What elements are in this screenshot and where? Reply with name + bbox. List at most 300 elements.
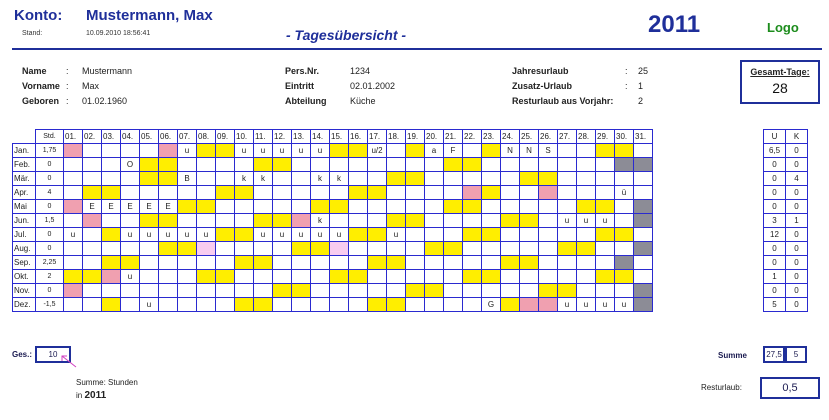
day-cell[interactable] xyxy=(425,158,444,172)
day-cell[interactable] xyxy=(102,158,121,172)
day-cell[interactable]: u xyxy=(387,228,406,242)
day-cell[interactable] xyxy=(425,284,444,298)
day-cell[interactable] xyxy=(64,270,83,284)
day-cell[interactable]: u xyxy=(596,214,615,228)
day-cell[interactable] xyxy=(121,214,140,228)
day-cell[interactable]: u xyxy=(577,298,596,312)
day-cell[interactable] xyxy=(121,284,140,298)
day-cell[interactable] xyxy=(406,242,425,256)
day-cell[interactable] xyxy=(102,144,121,158)
day-cell[interactable] xyxy=(140,256,159,270)
day-cell[interactable] xyxy=(615,214,634,228)
day-cell[interactable] xyxy=(330,242,349,256)
day-cell[interactable] xyxy=(216,284,235,298)
day-cell[interactable] xyxy=(368,158,387,172)
day-cell[interactable] xyxy=(178,200,197,214)
day-cell[interactable] xyxy=(406,186,425,200)
day-cell[interactable] xyxy=(140,242,159,256)
day-cell[interactable]: u xyxy=(140,298,159,312)
day-cell[interactable] xyxy=(482,256,501,270)
day-cell[interactable] xyxy=(406,144,425,158)
day-cell[interactable] xyxy=(349,186,368,200)
day-cell[interactable] xyxy=(178,186,197,200)
day-cell[interactable] xyxy=(520,186,539,200)
day-cell[interactable] xyxy=(539,172,558,186)
day-cell[interactable] xyxy=(83,284,102,298)
day-cell[interactable] xyxy=(520,172,539,186)
day-cell[interactable] xyxy=(178,270,197,284)
day-cell[interactable] xyxy=(501,270,520,284)
day-cell[interactable] xyxy=(406,228,425,242)
day-cell[interactable] xyxy=(577,200,596,214)
day-cell[interactable] xyxy=(178,298,197,312)
day-cell[interactable] xyxy=(558,284,577,298)
day-cell[interactable] xyxy=(140,214,159,228)
day-cell[interactable] xyxy=(482,284,501,298)
day-cell[interactable] xyxy=(292,214,311,228)
day-cell[interactable] xyxy=(83,186,102,200)
day-cell[interactable]: u xyxy=(292,228,311,242)
day-cell[interactable]: u xyxy=(235,144,254,158)
day-cell[interactable] xyxy=(539,186,558,200)
day-cell[interactable] xyxy=(178,256,197,270)
day-cell[interactable] xyxy=(197,172,216,186)
day-cell[interactable] xyxy=(273,298,292,312)
day-cell[interactable] xyxy=(387,214,406,228)
day-cell[interactable] xyxy=(520,158,539,172)
day-cell[interactable] xyxy=(596,270,615,284)
day-cell[interactable] xyxy=(634,270,653,284)
day-cell[interactable] xyxy=(501,242,520,256)
day-cell[interactable]: u xyxy=(558,214,577,228)
day-cell[interactable] xyxy=(634,298,653,312)
day-cell[interactable] xyxy=(463,158,482,172)
day-cell[interactable] xyxy=(406,298,425,312)
day-cell[interactable] xyxy=(577,242,596,256)
day-cell[interactable] xyxy=(539,214,558,228)
day-cell[interactable] xyxy=(368,242,387,256)
day-cell[interactable] xyxy=(254,200,273,214)
day-cell[interactable] xyxy=(197,200,216,214)
day-cell[interactable] xyxy=(539,200,558,214)
day-cell[interactable] xyxy=(634,242,653,256)
day-cell[interactable] xyxy=(558,186,577,200)
day-cell[interactable] xyxy=(349,298,368,312)
day-cell[interactable] xyxy=(102,298,121,312)
day-cell[interactable] xyxy=(425,214,444,228)
day-cell[interactable] xyxy=(64,186,83,200)
day-cell[interactable] xyxy=(463,256,482,270)
day-cell[interactable] xyxy=(558,242,577,256)
day-cell[interactable] xyxy=(159,158,178,172)
day-cell[interactable] xyxy=(539,256,558,270)
day-cell[interactable] xyxy=(349,158,368,172)
day-cell[interactable] xyxy=(387,144,406,158)
day-cell[interactable] xyxy=(273,270,292,284)
day-cell[interactable] xyxy=(539,284,558,298)
day-cell[interactable] xyxy=(463,284,482,298)
day-cell[interactable] xyxy=(235,228,254,242)
day-cell[interactable] xyxy=(425,270,444,284)
day-cell[interactable] xyxy=(444,228,463,242)
day-cell[interactable] xyxy=(558,158,577,172)
day-cell[interactable] xyxy=(311,242,330,256)
day-cell[interactable] xyxy=(501,256,520,270)
day-cell[interactable] xyxy=(539,270,558,284)
day-cell[interactable] xyxy=(102,186,121,200)
day-cell[interactable] xyxy=(102,214,121,228)
day-cell[interactable] xyxy=(558,270,577,284)
day-cell[interactable] xyxy=(273,186,292,200)
day-cell[interactable] xyxy=(463,228,482,242)
day-cell[interactable] xyxy=(83,172,102,186)
day-cell[interactable]: u xyxy=(273,144,292,158)
day-cell[interactable] xyxy=(311,270,330,284)
day-cell[interactable] xyxy=(596,228,615,242)
day-cell[interactable]: G xyxy=(482,298,501,312)
day-cell[interactable]: k xyxy=(235,172,254,186)
day-cell[interactable] xyxy=(406,200,425,214)
day-cell[interactable] xyxy=(254,158,273,172)
day-cell[interactable] xyxy=(330,256,349,270)
day-cell[interactable] xyxy=(330,214,349,228)
day-cell[interactable] xyxy=(368,270,387,284)
day-cell[interactable] xyxy=(292,200,311,214)
day-cell[interactable] xyxy=(102,172,121,186)
day-cell[interactable] xyxy=(311,200,330,214)
day-cell[interactable] xyxy=(425,298,444,312)
day-cell[interactable] xyxy=(102,242,121,256)
day-cell[interactable]: u xyxy=(311,144,330,158)
day-cell[interactable] xyxy=(83,298,102,312)
day-cell[interactable] xyxy=(254,284,273,298)
day-cell[interactable] xyxy=(159,144,178,158)
day-cell[interactable]: u xyxy=(159,228,178,242)
day-cell[interactable] xyxy=(634,284,653,298)
day-cell[interactable] xyxy=(254,256,273,270)
day-cell[interactable] xyxy=(444,200,463,214)
day-cell[interactable] xyxy=(387,270,406,284)
day-cell[interactable] xyxy=(387,158,406,172)
day-cell[interactable]: O xyxy=(121,158,140,172)
day-cell[interactable] xyxy=(368,214,387,228)
day-cell[interactable] xyxy=(577,284,596,298)
day-cell[interactable] xyxy=(349,200,368,214)
day-cell[interactable] xyxy=(501,284,520,298)
day-cell[interactable]: S xyxy=(539,144,558,158)
day-cell[interactable] xyxy=(311,186,330,200)
day-cell[interactable] xyxy=(406,256,425,270)
day-cell[interactable]: u xyxy=(121,270,140,284)
day-cell[interactable] xyxy=(634,228,653,242)
day-cell[interactable] xyxy=(140,144,159,158)
day-cell[interactable] xyxy=(235,298,254,312)
day-cell[interactable] xyxy=(425,186,444,200)
day-cell[interactable]: u xyxy=(178,144,197,158)
day-cell[interactable] xyxy=(406,158,425,172)
day-cell[interactable] xyxy=(482,228,501,242)
day-cell[interactable] xyxy=(121,144,140,158)
day-cell[interactable] xyxy=(349,172,368,186)
day-cell[interactable]: k xyxy=(311,172,330,186)
day-cell[interactable] xyxy=(577,256,596,270)
day-cell[interactable] xyxy=(140,270,159,284)
day-cell[interactable] xyxy=(577,144,596,158)
day-cell[interactable] xyxy=(539,298,558,312)
day-cell[interactable]: u xyxy=(254,144,273,158)
day-cell[interactable] xyxy=(596,144,615,158)
day-cell[interactable] xyxy=(634,158,653,172)
day-cell[interactable] xyxy=(330,186,349,200)
day-cell[interactable] xyxy=(216,270,235,284)
day-cell[interactable] xyxy=(539,242,558,256)
day-cell[interactable] xyxy=(64,284,83,298)
day-cell[interactable] xyxy=(349,242,368,256)
day-cell[interactable] xyxy=(121,242,140,256)
day-cell[interactable] xyxy=(311,158,330,172)
day-cell[interactable] xyxy=(425,256,444,270)
day-cell[interactable] xyxy=(349,270,368,284)
day-cell[interactable] xyxy=(216,186,235,200)
day-cell[interactable] xyxy=(520,214,539,228)
day-cell[interactable]: u xyxy=(311,228,330,242)
day-cell[interactable] xyxy=(330,200,349,214)
day-cell[interactable] xyxy=(558,228,577,242)
day-cell[interactable] xyxy=(311,256,330,270)
day-cell[interactable] xyxy=(463,186,482,200)
day-cell[interactable]: u xyxy=(330,228,349,242)
day-cell[interactable] xyxy=(615,228,634,242)
day-cell[interactable] xyxy=(615,158,634,172)
day-cell[interactable] xyxy=(539,158,558,172)
day-cell[interactable] xyxy=(387,256,406,270)
day-cell[interactable] xyxy=(235,158,254,172)
day-cell[interactable] xyxy=(254,214,273,228)
day-cell[interactable] xyxy=(235,186,254,200)
day-cell[interactable]: ü xyxy=(615,186,634,200)
day-cell[interactable]: u xyxy=(558,298,577,312)
day-cell[interactable] xyxy=(520,270,539,284)
day-cell[interactable] xyxy=(64,158,83,172)
day-cell[interactable] xyxy=(444,186,463,200)
day-cell[interactable] xyxy=(596,200,615,214)
day-cell[interactable] xyxy=(159,284,178,298)
day-cell[interactable] xyxy=(444,270,463,284)
day-cell[interactable] xyxy=(634,214,653,228)
day-cell[interactable] xyxy=(311,298,330,312)
day-cell[interactable] xyxy=(596,242,615,256)
day-cell[interactable] xyxy=(159,298,178,312)
day-cell[interactable] xyxy=(83,214,102,228)
day-cell[interactable] xyxy=(558,172,577,186)
day-cell[interactable] xyxy=(577,186,596,200)
day-cell[interactable] xyxy=(596,172,615,186)
day-cell[interactable] xyxy=(577,158,596,172)
day-cell[interactable]: u xyxy=(577,214,596,228)
day-cell[interactable] xyxy=(615,256,634,270)
day-cell[interactable] xyxy=(501,186,520,200)
day-cell[interactable]: u xyxy=(254,228,273,242)
day-cell[interactable] xyxy=(254,270,273,284)
day-cell[interactable] xyxy=(482,270,501,284)
day-cell[interactable] xyxy=(83,242,102,256)
day-cell[interactable] xyxy=(634,172,653,186)
day-cell[interactable] xyxy=(102,284,121,298)
day-cell[interactable] xyxy=(501,214,520,228)
day-cell[interactable] xyxy=(273,172,292,186)
day-cell[interactable] xyxy=(501,298,520,312)
day-cell[interactable] xyxy=(425,200,444,214)
day-cell[interactable] xyxy=(140,158,159,172)
day-cell[interactable] xyxy=(634,256,653,270)
day-cell[interactable] xyxy=(482,158,501,172)
day-cell[interactable] xyxy=(311,284,330,298)
day-cell[interactable] xyxy=(64,144,83,158)
day-cell[interactable] xyxy=(482,172,501,186)
day-cell[interactable] xyxy=(425,242,444,256)
day-cell[interactable] xyxy=(387,298,406,312)
day-cell[interactable] xyxy=(216,228,235,242)
day-cell[interactable] xyxy=(197,298,216,312)
day-cell[interactable] xyxy=(121,172,140,186)
day-cell[interactable] xyxy=(64,172,83,186)
day-cell[interactable] xyxy=(83,256,102,270)
day-cell[interactable] xyxy=(121,298,140,312)
day-cell[interactable] xyxy=(539,228,558,242)
day-cell[interactable] xyxy=(558,144,577,158)
day-cell[interactable]: E xyxy=(83,200,102,214)
day-cell[interactable] xyxy=(596,186,615,200)
day-cell[interactable]: u xyxy=(292,144,311,158)
day-cell[interactable] xyxy=(501,158,520,172)
day-cell[interactable] xyxy=(520,200,539,214)
day-cell[interactable] xyxy=(273,158,292,172)
day-cell[interactable] xyxy=(444,242,463,256)
day-cell[interactable] xyxy=(216,298,235,312)
day-cell[interactable] xyxy=(634,200,653,214)
day-cell[interactable]: k xyxy=(254,172,273,186)
day-cell[interactable]: u xyxy=(64,228,83,242)
day-cell[interactable] xyxy=(254,298,273,312)
day-cell[interactable] xyxy=(83,270,102,284)
day-cell[interactable]: E xyxy=(102,200,121,214)
day-cell[interactable] xyxy=(577,228,596,242)
day-cell[interactable] xyxy=(197,186,216,200)
day-cell[interactable] xyxy=(235,256,254,270)
day-cell[interactable] xyxy=(349,284,368,298)
day-cell[interactable] xyxy=(216,256,235,270)
day-cell[interactable] xyxy=(558,256,577,270)
day-cell[interactable] xyxy=(615,172,634,186)
day-cell[interactable] xyxy=(463,200,482,214)
day-cell[interactable] xyxy=(482,200,501,214)
day-cell[interactable] xyxy=(159,186,178,200)
day-cell[interactable] xyxy=(406,284,425,298)
day-cell[interactable] xyxy=(64,298,83,312)
day-cell[interactable]: u xyxy=(596,298,615,312)
day-cell[interactable] xyxy=(368,256,387,270)
day-cell[interactable] xyxy=(444,256,463,270)
day-cell[interactable]: u xyxy=(615,298,634,312)
day-cell[interactable] xyxy=(64,242,83,256)
day-cell[interactable]: u xyxy=(273,228,292,242)
day-cell[interactable] xyxy=(254,186,273,200)
day-cell[interactable] xyxy=(349,214,368,228)
day-cell[interactable]: u/2 xyxy=(368,144,387,158)
day-cell[interactable] xyxy=(444,172,463,186)
day-cell[interactable] xyxy=(482,242,501,256)
day-cell[interactable] xyxy=(216,200,235,214)
day-cell[interactable]: N xyxy=(520,144,539,158)
day-cell[interactable] xyxy=(273,214,292,228)
day-cell[interactable] xyxy=(197,256,216,270)
day-cell[interactable] xyxy=(596,158,615,172)
day-cell[interactable] xyxy=(482,214,501,228)
day-cell[interactable] xyxy=(444,298,463,312)
day-cell[interactable] xyxy=(520,284,539,298)
day-cell[interactable] xyxy=(463,144,482,158)
day-cell[interactable] xyxy=(197,158,216,172)
day-cell[interactable] xyxy=(387,172,406,186)
day-cell[interactable]: k xyxy=(311,214,330,228)
day-cell[interactable] xyxy=(64,200,83,214)
day-cell[interactable]: B xyxy=(178,172,197,186)
day-cell[interactable]: E xyxy=(121,200,140,214)
day-cell[interactable] xyxy=(216,172,235,186)
day-cell[interactable] xyxy=(178,158,197,172)
day-cell[interactable]: F xyxy=(444,144,463,158)
day-cell[interactable] xyxy=(520,242,539,256)
day-cell[interactable]: u xyxy=(121,228,140,242)
day-cell[interactable] xyxy=(64,214,83,228)
day-cell[interactable] xyxy=(159,214,178,228)
day-cell[interactable]: u xyxy=(197,228,216,242)
day-cell[interactable] xyxy=(330,284,349,298)
day-cell[interactable] xyxy=(482,186,501,200)
day-cell[interactable] xyxy=(558,200,577,214)
day-cell[interactable] xyxy=(102,256,121,270)
day-cell[interactable] xyxy=(197,214,216,228)
day-cell[interactable] xyxy=(368,172,387,186)
day-cell[interactable] xyxy=(330,158,349,172)
day-cell[interactable] xyxy=(83,228,102,242)
day-cell[interactable] xyxy=(159,242,178,256)
day-cell[interactable] xyxy=(292,284,311,298)
day-cell[interactable] xyxy=(368,298,387,312)
day-cell[interactable] xyxy=(235,270,254,284)
day-cell[interactable]: N xyxy=(501,144,520,158)
day-cell[interactable] xyxy=(349,228,368,242)
day-cell[interactable] xyxy=(64,256,83,270)
day-cell[interactable] xyxy=(463,172,482,186)
day-cell[interactable] xyxy=(178,284,197,298)
day-cell[interactable] xyxy=(482,144,501,158)
day-cell[interactable] xyxy=(368,228,387,242)
day-cell[interactable] xyxy=(197,284,216,298)
day-cell[interactable] xyxy=(273,256,292,270)
day-cell[interactable] xyxy=(159,172,178,186)
day-cell[interactable] xyxy=(254,242,273,256)
day-cell[interactable] xyxy=(615,200,634,214)
day-cell[interactable] xyxy=(368,186,387,200)
day-cell[interactable] xyxy=(387,200,406,214)
day-cell[interactable] xyxy=(121,256,140,270)
day-cell[interactable] xyxy=(444,214,463,228)
day-cell[interactable] xyxy=(425,228,444,242)
day-cell[interactable] xyxy=(501,228,520,242)
day-cell[interactable] xyxy=(349,256,368,270)
day-cell[interactable] xyxy=(520,298,539,312)
